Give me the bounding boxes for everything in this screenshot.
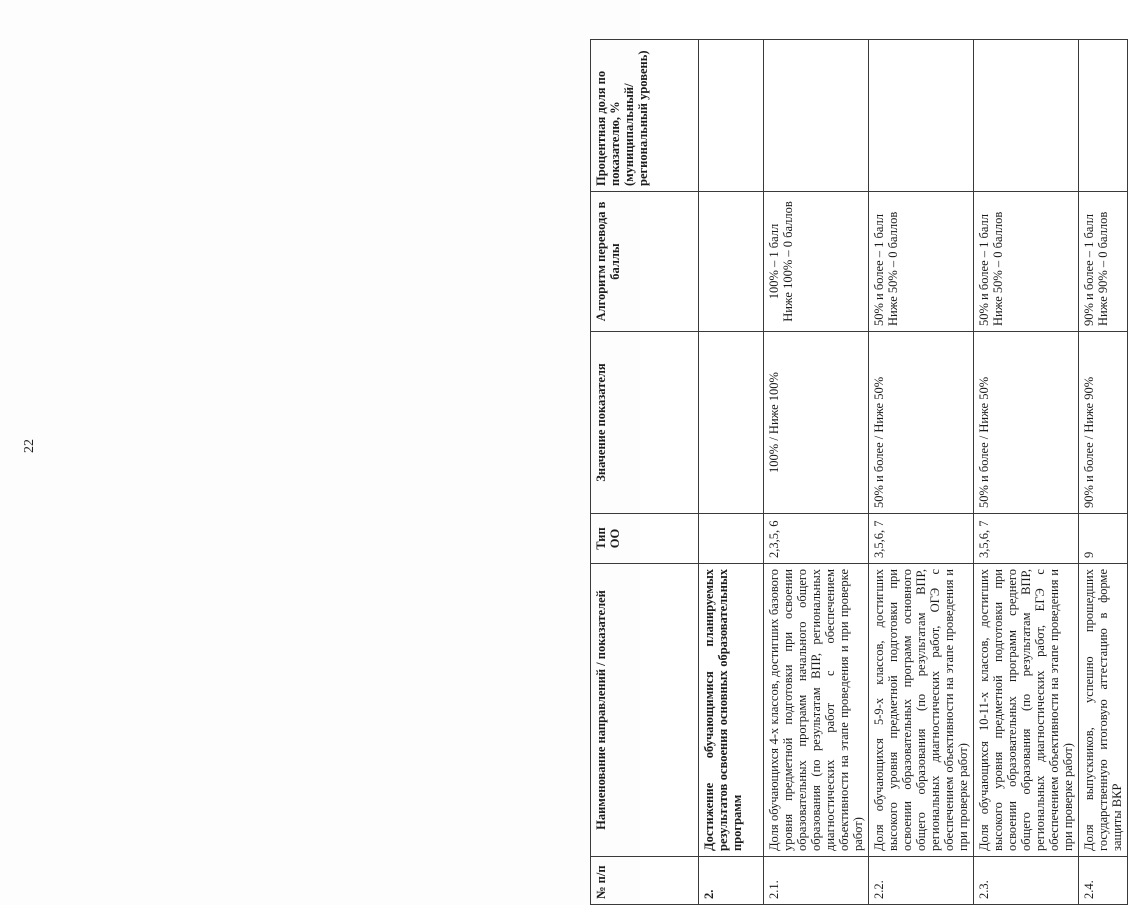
- row-name: Доля обучающихся 4-х классов, достигших базового уровня предметной подготовки при освоении образовательных программ начального общего образования (по результатам ВПР, региональных диагностических работ с обеспечением объективности на этапе проведения и при проверке работ): [764, 564, 869, 857]
- row-algorithm: [1079, 192, 1128, 332]
- section-empty-cell: [699, 514, 764, 564]
- row-num: 2.2.: [869, 857, 974, 905]
- table-row: [869, 40, 974, 905]
- row-algorithm: [869, 192, 974, 332]
- header-value: Значение показателя: [591, 332, 699, 514]
- row-type: 3,5,6, 7: [869, 514, 974, 564]
- header-algorithm: Алгоритм перевода в баллы: [591, 192, 699, 332]
- algorithm-line: 50% и более – 1 балл: [872, 214, 886, 326]
- row-name: Доля обучающихся 10-11-х классов, достигших высокого уровня предметной подготовки при освоении образовательных программ среднего общего образования (по результатам ВПР, региональных диагностических работ, ЕГЭ с обеспечением объективности на этапе проведения и при проверке работ): [974, 564, 1079, 857]
- section-empty-cell: [699, 40, 764, 192]
- section-title: Достижение обучающимися планируемых результатов освоения основных образовательных программ: [699, 564, 764, 857]
- row-num: 2.3.: [974, 857, 1079, 905]
- row-type: 9: [1079, 514, 1128, 564]
- row-type: 3,5,6, 7: [974, 514, 1079, 564]
- row-algorithm: [974, 192, 1079, 332]
- rotated-table-wrapper: [590, 40, 1124, 905]
- algorithm-line: 100% – 1 балл: [767, 223, 781, 300]
- header-name: Наименование направлений / показателей: [591, 564, 699, 857]
- row-percent: [974, 40, 1079, 192]
- row-value: 50% и более / Ниже 50%: [869, 332, 974, 514]
- table-row: [1079, 40, 1128, 905]
- algorithm-line: Ниже 100% – 0 баллов: [781, 201, 795, 322]
- row-num: 2.4.: [1079, 857, 1128, 905]
- indicators-table: [590, 39, 1128, 905]
- row-percent: [1079, 40, 1128, 192]
- header-num: № п/п: [591, 857, 699, 905]
- algorithm-line: Ниже 90% – 0 баллов: [1096, 211, 1110, 326]
- row-value: 50% и более / Ниже 50%: [974, 332, 1079, 514]
- row-percent: [764, 40, 869, 192]
- table-row: [974, 40, 1079, 905]
- algorithm-line: Ниже 50% – 0 баллов: [886, 211, 900, 326]
- row-percent: [869, 40, 974, 192]
- page-number: 22: [22, 439, 37, 453]
- section-num: 2.: [699, 857, 764, 905]
- section-row: [699, 40, 764, 905]
- section-empty-cell: [699, 332, 764, 514]
- row-algorithm: [764, 192, 869, 332]
- row-value: 90% и более / Ниже 90%: [1079, 332, 1128, 514]
- header-percent: Процентная доля по показателю, % (муниципальный/ региональный уровень): [591, 40, 699, 192]
- row-name: Доля выпускников, успешно прошедших государственную итоговую аттестацию в форме защиты ВКР: [1079, 564, 1128, 857]
- row-value: 100% / Ниже 100%: [764, 332, 869, 514]
- header-type: Тип ОО: [591, 514, 699, 564]
- algorithm-line: 50% и более – 1 балл: [977, 214, 991, 326]
- algorithm-line: Ниже 50% – 0 баллов: [991, 211, 1005, 326]
- section-empty-cell: [699, 192, 764, 332]
- row-type: 2,3,5, 6: [764, 514, 869, 564]
- algorithm-line: 90% и более – 1 балл: [1082, 214, 1096, 326]
- row-num: 2.1.: [764, 857, 869, 905]
- table-row: [764, 40, 869, 905]
- table-header-row: [591, 40, 699, 905]
- row-name: Доля обучающихся 5-9-х классов, достигших высокого уровня предметной подготовки при освоении образовательных программ основного общего образования (по результатам ВПР, региональных диагностических работ, ОГЭ с обеспечением объективности на этапе проведения и при проверке работ): [869, 564, 974, 857]
